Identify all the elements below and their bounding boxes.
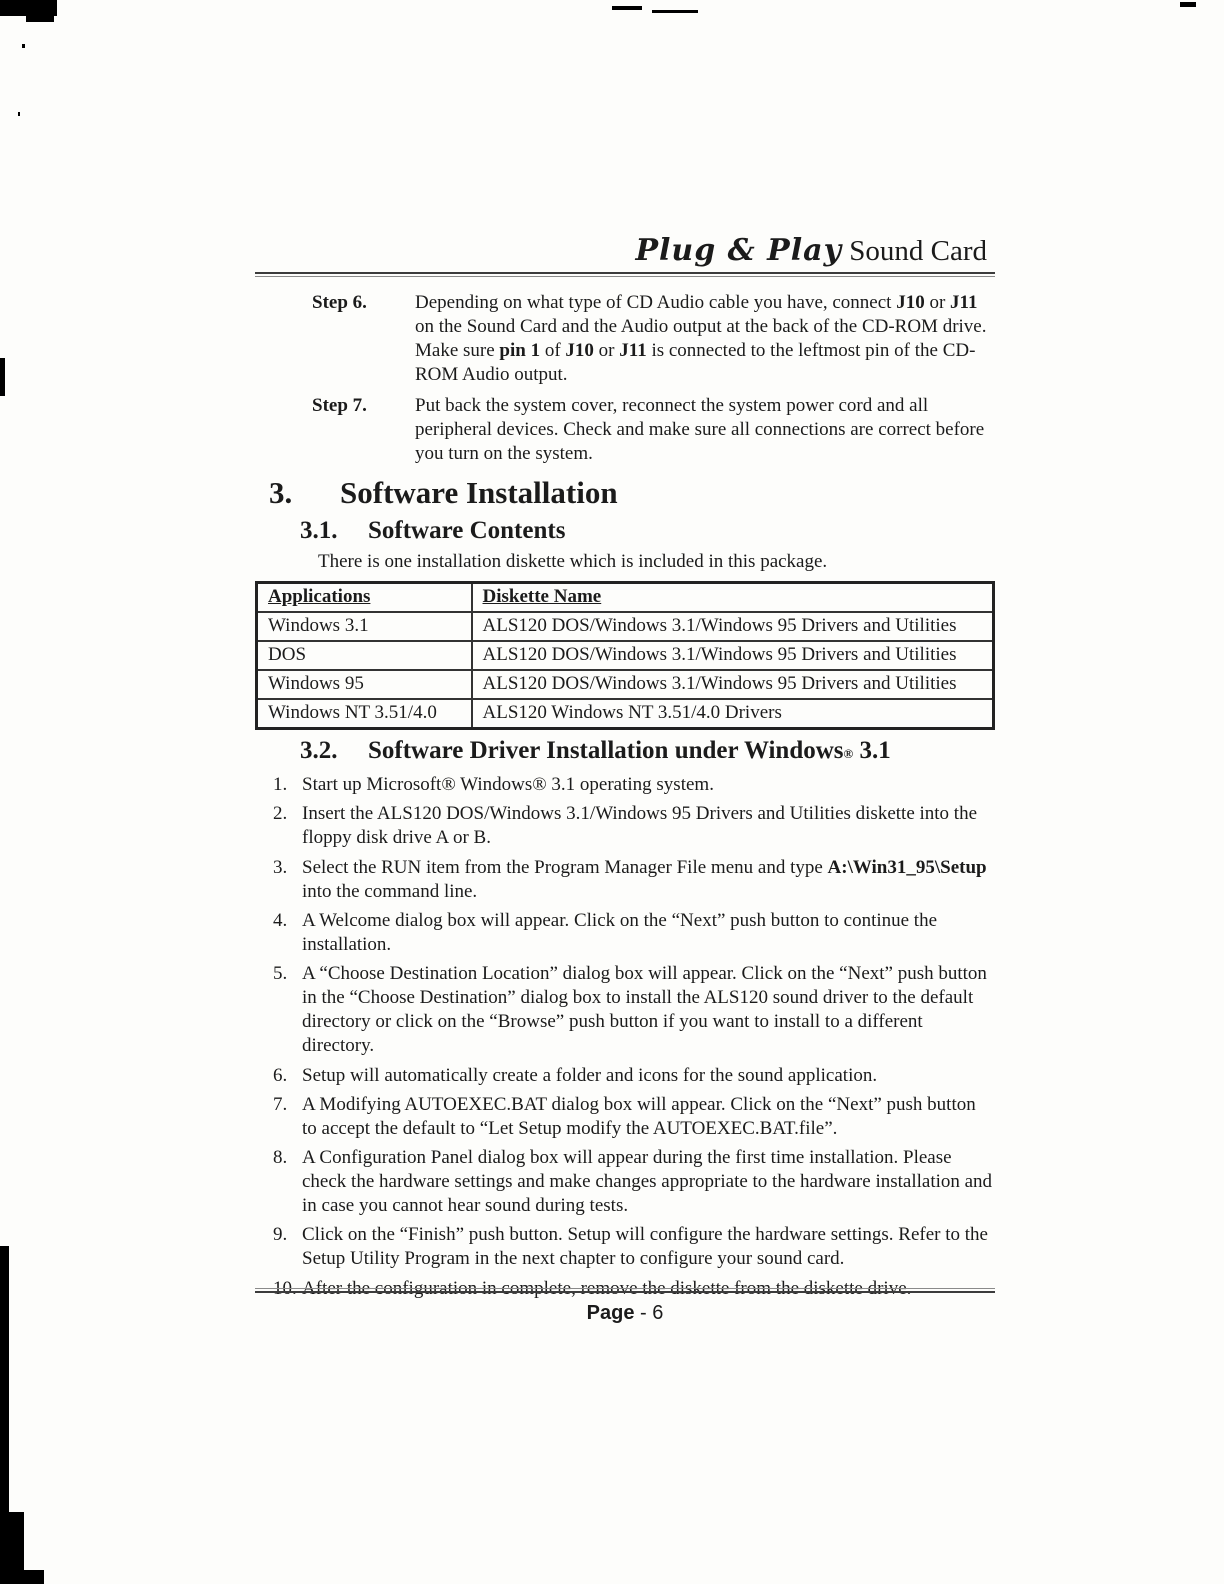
scan-artifact xyxy=(26,0,54,22)
scan-artifact xyxy=(0,358,5,396)
list-number: 5. xyxy=(273,963,288,985)
list-number: 4. xyxy=(273,909,288,931)
list-text: Start up Microsoft® Windows® 3.1 operating system. xyxy=(302,774,714,796)
section-heading-3-2 xyxy=(255,737,995,765)
list-text: Select the RUN item from the Program Manager File menu and type A:\Win31_95\Setup into the command line. xyxy=(302,856,987,902)
list-item xyxy=(273,1093,995,1141)
scan-artifact xyxy=(652,10,698,13)
list-text: After the configuration in complete, remove the diskette from the diskette drive. xyxy=(302,1277,912,1299)
intro-text: There is one installation diskette which is included in this package. xyxy=(318,550,828,572)
list-item xyxy=(273,909,995,957)
step-text: Depending on what type of CD Audio cable you have, connect J10 or J11 on the Sound Card and the Audio output at the back of the CD-ROM drive. Make sure pin 1 of J10 or J11 is connected to the leftmost pin of the CD-ROM Audio output. xyxy=(415,291,987,385)
steps-block xyxy=(255,291,995,467)
list-text: A Configuration Panel dialog box will appear during the first time installation. Please check the hardware settings and make changes appropriate to the hardware installation and in case you cannot hear sound during tests. xyxy=(302,1146,993,1217)
list-text: A Modifying AUTOEXEC.BAT dialog box will appear. Click on the “Next” push button to accept the default to “Let Setup modify the AUTOEXEC.BAT.file”. xyxy=(302,1093,976,1139)
instruction-list xyxy=(255,773,995,1301)
header-rule xyxy=(255,272,995,277)
section-title: Software Driver Installation under Windows xyxy=(368,736,844,764)
page-number-value: - 6 xyxy=(634,1302,664,1324)
scan-artifact xyxy=(0,1570,44,1584)
list-item xyxy=(273,1223,995,1271)
list-text: Click on the “Finish” push button. Setup will configure the hardware settings. Refer to the Setup Utility Program in the next chapter to configure your sound card. xyxy=(302,1224,988,1270)
list-text: A “Choose Destination Location” dialog box will appear. Click on the “Next” push button in the “Choose Destination” dialog box to install the ALS120 sound driver to the default directory or click on the “Browse” push button if you want to install to a different directory. xyxy=(302,963,987,1057)
page-number xyxy=(255,1302,995,1325)
step-text: Put back the system cover, reconnect the system power cord and all peripheral devices. Check and make sure all connections are correct before you turn on the system. xyxy=(415,395,985,465)
section-heading-3 xyxy=(255,476,995,510)
list-item xyxy=(273,1064,995,1088)
list-text: Insert the ALS120 DOS/Windows 3.1/Windows 95 Drivers and Utilities diskette into the floppy disk drive A or B. xyxy=(302,803,978,849)
list-item xyxy=(273,856,995,904)
list-number: 1. xyxy=(273,774,288,796)
section-title: Software Installation xyxy=(340,475,618,511)
list-text: A Welcome dialog box will appear. Click on the “Next” push button to continue the installation. xyxy=(302,909,938,955)
scan-artifact xyxy=(612,6,642,10)
step-label: Step 7. xyxy=(312,395,367,416)
table-row xyxy=(257,670,994,699)
list-number: 7. xyxy=(273,1093,288,1115)
table-row xyxy=(257,612,994,641)
table-header-cell: Diskette Name xyxy=(472,582,994,612)
step-label: Step 6. xyxy=(312,291,367,313)
registered-trademark-symbol: ® xyxy=(843,745,854,761)
table-cell: Windows NT 3.51/4.0 xyxy=(257,699,472,729)
table-row xyxy=(257,699,994,729)
step-item xyxy=(312,394,995,466)
section-heading-3-1 xyxy=(255,517,995,545)
section-number: 3.1. xyxy=(300,517,338,545)
table-cell: ALS120 DOS/Windows 3.1/Windows 95 Drivers and Utilities xyxy=(472,612,994,641)
section-title-suffix: 3.1 xyxy=(853,736,891,764)
table-cell: ALS120 DOS/Windows 3.1/Windows 95 Drivers and Utilities xyxy=(472,641,994,670)
list-number: 9. xyxy=(273,1224,288,1246)
scan-artifact xyxy=(18,112,20,116)
list-number: 2. xyxy=(273,803,288,825)
list-item xyxy=(273,1146,995,1218)
list-item xyxy=(273,802,995,850)
brand-logo-text: Plug & Play xyxy=(635,233,842,268)
scan-artifact xyxy=(1180,2,1196,7)
list-number: 10. xyxy=(273,1277,297,1299)
table-cell: DOS xyxy=(257,641,472,670)
table-header-cell: Applications xyxy=(257,582,472,612)
footer-rule xyxy=(255,1288,995,1293)
table-cell: ALS120 DOS/Windows 3.1/Windows 95 Drivers and Utilities xyxy=(472,670,994,699)
list-item xyxy=(273,773,995,797)
table-row xyxy=(257,641,994,670)
step-item xyxy=(312,291,995,388)
contents-table xyxy=(255,581,995,730)
header-title: Sound Card xyxy=(842,235,987,267)
list-item xyxy=(273,962,995,1059)
table-cell: Windows 95 xyxy=(257,670,472,699)
section-number: 3.2. xyxy=(300,736,338,764)
table-cell: ALS120 Windows NT 3.51/4.0 Drivers xyxy=(472,699,994,729)
list-number: 6. xyxy=(273,1064,288,1086)
table-header-row xyxy=(257,582,994,612)
page-footer xyxy=(255,1288,995,1325)
page-header xyxy=(255,234,995,269)
section-title: Software Contents xyxy=(368,517,566,545)
list-number: 3. xyxy=(273,856,288,878)
section-number: 3. xyxy=(269,475,293,511)
list-text: Setup will automatically create a folder and icons for the sound application. xyxy=(302,1064,878,1086)
table-cell: Windows 3.1 xyxy=(257,612,472,641)
page-number-label: Page xyxy=(586,1302,635,1324)
scan-artifact xyxy=(22,44,25,48)
list-number: 8. xyxy=(273,1146,288,1168)
